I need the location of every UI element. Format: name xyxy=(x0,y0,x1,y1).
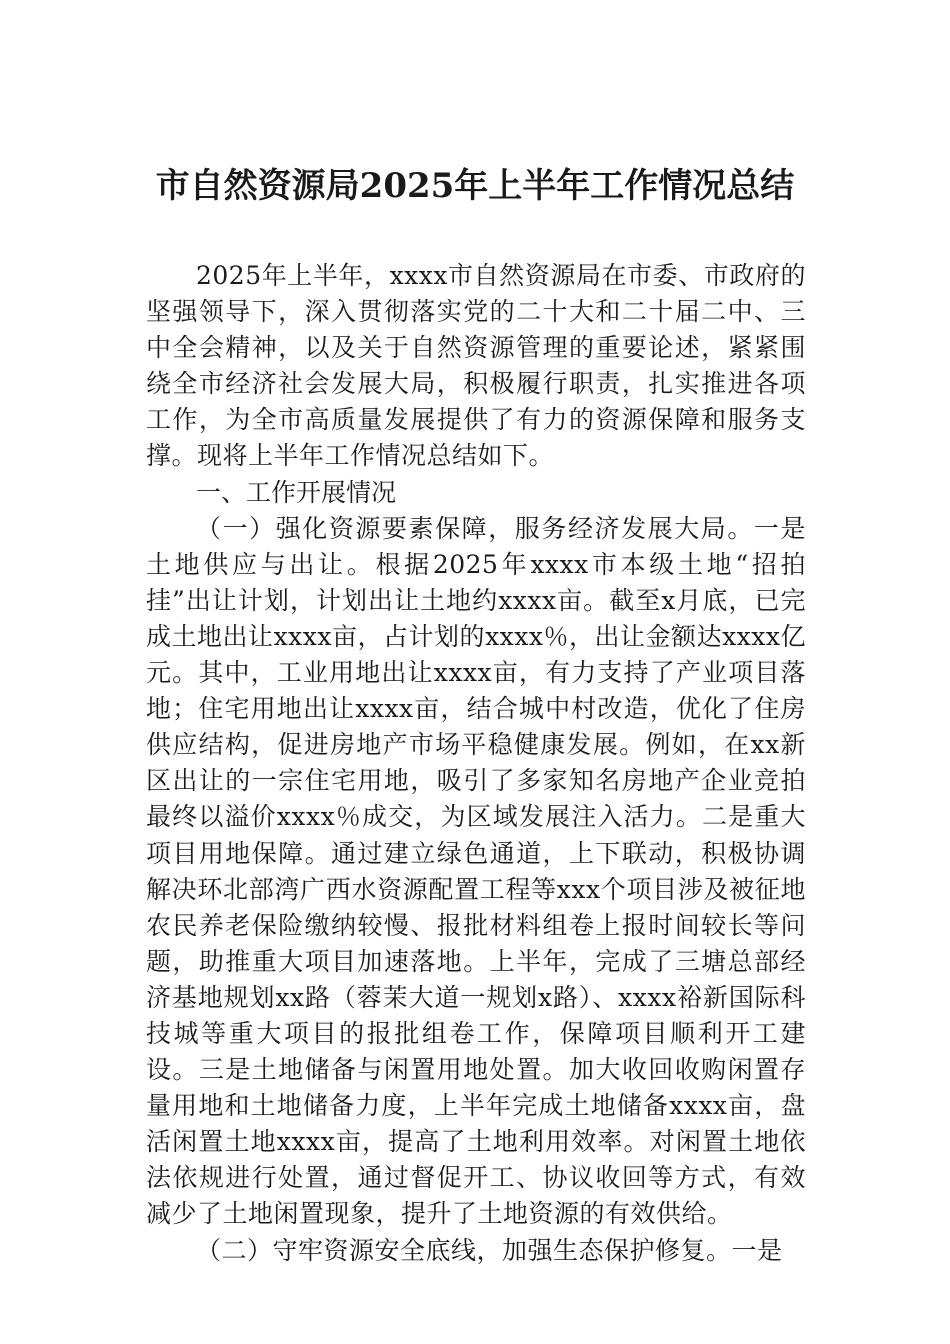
body-paragraph: （一）强化资源要素保障，服务经济发展大局。一是土地供应与出让。根据2025年xxxx市本级土地“招拍挂”出让计划，计划出让土地约xxxx亩。截至x月底，已完成土地出让xxxx亩，占计划的xxxx％，出让金额达xxxx亿元。其中，工业用地出让xxxx亩，有力支持了产业项目落地；住宅用地出让xxxx亩，结合城中村改造，优化了住房供应结构，促进房地产市场平稳健康发展。例如，在xx新区出让的一宗住宅用地，吸引了多家知名房地产企业竞拍最终以溢价xxxx％成交，为区域发展注入活力。二是重大项目用地保障。通过建立绿色通道，上下联动，积极协调解决环北部湾广西水资源配置工程等xxx个项目涉及被征地农民养老保险缴纳较慢、报批材料组卷上报时间较长等问题，助推重大项目加速落地。上半年，完成了三塘总部经济基地规划xx路（蓉茉大道一规划x路）、xxxx裕新国际科技城等重大项目的报批组卷工作，保障项目顺利开工建设。三是土地储备与闲置用地处置。加大收回收购闲置存量用地和土地储备力度，上半年完成土地储备xxxx亩，盘活闲置土地xxxx亩，提高了土地利用效率。对闲置土地依法依规进行处置，通过督促开工、协议收回等方式，有效减少了土地闲置现象，提升了土地资源的有效供给。 xyxy=(146,513,806,1229)
body-paragraph: （二）守牢资源安全底线，加强生态保护修复。一是 xyxy=(196,1235,783,1265)
intro-paragraph: 2025年上半年，xxxx市自然资源局在市委、市政府的坚强领导下，深入贯彻落实党的二十大和二十届二中、三中全会精神，以及关于自然资源管理的重要论述，紧紧围绕全市经济社会发展大局，积极履行职责，扎实推进各项工作，为全市高质量发展提供了有力的资源保障和服务支撑。现将上半年工作情况总结如下。 xyxy=(146,261,806,471)
section-heading: 一、工作开展情况 xyxy=(196,477,397,507)
document-body xyxy=(146,258,806,1269)
document-title: 市自然资源局2025年上半年工作情况总结 xyxy=(155,166,795,206)
